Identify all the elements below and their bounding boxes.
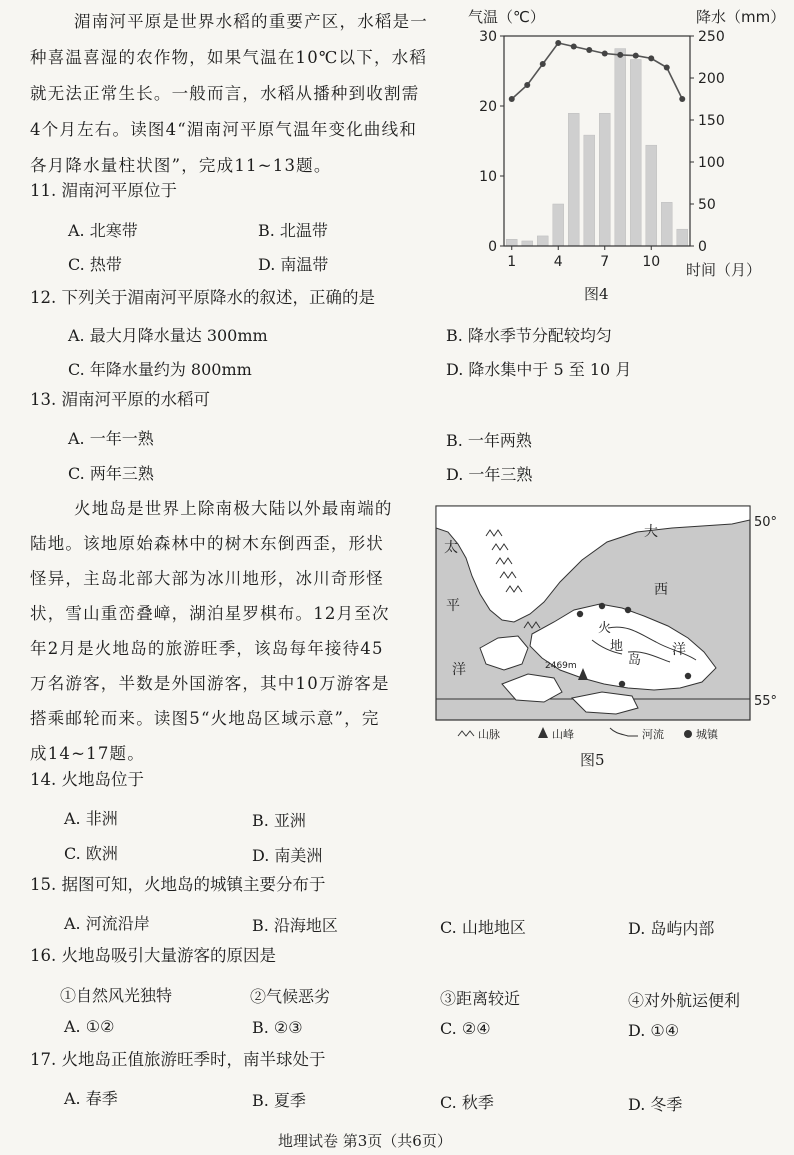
precipitation-bar xyxy=(553,204,564,246)
q11-option-a[interactable]: A. 北寒带 xyxy=(68,221,138,240)
legend-river-icon xyxy=(610,728,638,736)
q17-option-b[interactable]: B. 夏季 xyxy=(252,1091,306,1110)
temperature-point xyxy=(633,53,639,59)
temperature-point xyxy=(509,96,515,102)
precipitation-bar xyxy=(615,49,626,246)
left-axis-title: 气温（℃） xyxy=(468,8,545,26)
island-label-3: 岛 xyxy=(628,653,642,668)
legend-town-icon xyxy=(684,730,692,738)
intro-line: 各月降水量柱状图”，完成11~13题。 xyxy=(30,156,332,175)
temperature-point xyxy=(679,96,685,102)
atlantic-label-3: 洋 xyxy=(672,642,686,658)
x-tick-label: 7 xyxy=(600,254,610,270)
pacific-label-3: 洋 xyxy=(452,662,466,678)
right-axis-title: 降水（mm） xyxy=(696,8,786,26)
precipitation-bar xyxy=(537,236,548,246)
right-tick-label: 0 xyxy=(698,239,707,255)
legend-peak-label: 山峰 xyxy=(552,728,574,741)
q12-option-a[interactable]: A. 最大月降水量达 300mm xyxy=(68,326,268,345)
left-tick-label: 20 xyxy=(479,99,497,115)
q11-option-c[interactable]: C. 热带 xyxy=(68,255,122,274)
x-tick-label: 1 xyxy=(507,254,517,270)
page-footer: 地理试卷 第3页（共6页） xyxy=(278,1132,452,1150)
q13-option-d[interactable]: D. 一年三熟 xyxy=(446,465,533,484)
precipitation-bar xyxy=(661,202,672,246)
q16-statement-3: ③距离较近 xyxy=(440,989,521,1008)
figure-4-caption: 图4 xyxy=(584,285,609,303)
temperature-point xyxy=(555,40,561,46)
q17-stem: 17. 火地岛正值旅游旺季时，南半球处于 xyxy=(30,1050,326,1069)
precipitation-bar xyxy=(599,113,610,246)
q11-option-b[interactable]: B. 北温带 xyxy=(258,221,328,240)
intro-line: 怪异，主岛北部大部为冰川地形，冰川奇形怪 xyxy=(30,569,384,588)
q14-option-c[interactable]: C. 欧洲 xyxy=(64,844,118,863)
q13-option-b[interactable]: B. 一年两熟 xyxy=(446,431,532,450)
temperature-line xyxy=(512,43,683,99)
q16-option-a[interactable]: A. ①② xyxy=(64,1017,115,1036)
pacific-label-2: 平 xyxy=(446,598,460,614)
q16-statement-1: ①自然风光独特 xyxy=(60,986,173,1005)
intro-line: 搭乘邮轮而来。读图5“火地岛区域示意”，完 xyxy=(30,709,380,728)
temperature-point xyxy=(524,82,530,88)
precipitation-bar xyxy=(584,135,595,246)
temperature-point xyxy=(602,51,608,57)
intro-line: 成14~17题。 xyxy=(30,744,145,763)
right-tick-label: 50 xyxy=(698,197,716,213)
right-tick-label: 250 xyxy=(698,29,725,45)
q11-option-d[interactable]: D. 南温带 xyxy=(258,255,329,274)
intro-line: 种喜温喜湿的农作物，如果气温在10℃以下，水稻 xyxy=(30,48,428,67)
precipitation-bar xyxy=(506,239,517,246)
legend-mountain-label: 山脉 xyxy=(478,728,500,741)
tierra-del-fuego-map xyxy=(432,502,782,762)
intro-line: 状，雪山重峦叠嶂，湖泊星罗棋布。12月至次 xyxy=(30,604,390,623)
q16-option-d[interactable]: D. ①④ xyxy=(628,1021,680,1040)
q15-option-c[interactable]: C. 山地地区 xyxy=(440,918,526,937)
q13-option-a[interactable]: A. 一年一熟 xyxy=(68,429,154,448)
island-label-2: 地 xyxy=(610,639,624,654)
q16-statement-4: ④对外航运便利 xyxy=(628,991,741,1010)
temperature-point xyxy=(648,55,654,61)
left-tick-label: 10 xyxy=(479,169,497,185)
x-tick-label: 10 xyxy=(642,254,661,270)
pacific-label-1: 太 xyxy=(444,540,458,556)
q16-stem: 16. 火地岛吸引大量游客的原因是 xyxy=(30,946,276,965)
right-tick-label: 200 xyxy=(698,71,725,87)
precipitation-bar xyxy=(522,241,533,246)
q12-option-b[interactable]: B. 降水季节分配较均匀 xyxy=(446,326,612,345)
precipitation-bar xyxy=(630,60,641,246)
island-label-1: 火 xyxy=(598,621,612,636)
q17-option-d[interactable]: D. 冬季 xyxy=(628,1095,683,1114)
atlantic-label-1: 大 xyxy=(644,524,658,540)
intro-line: 火地岛是世界上除南极大陆以外最南端的 xyxy=(74,499,393,518)
legend-river-label: 河流 xyxy=(642,728,664,741)
q15-option-b[interactable]: B. 沿海地区 xyxy=(252,916,338,935)
intro-line: 4个月左右。读图4“湄南河平原气温年变化曲线和 xyxy=(30,120,418,139)
q15-stem: 15. 据图可知，火地岛的城镇主要分布于 xyxy=(30,875,326,894)
intro-line: 陆地。该地原始森林中的树木东倒西歪，形状 xyxy=(30,534,384,553)
legend-town-label: 城镇 xyxy=(696,728,718,741)
q17-option-c[interactable]: C. 秋季 xyxy=(440,1093,494,1112)
intro-line: 万名游客，半数是外国游客，其中10万游客是 xyxy=(30,674,390,693)
temperature-point xyxy=(540,61,546,67)
q13-stem: 13. 湄南河平原的水稻可 xyxy=(30,390,210,409)
map-legend xyxy=(458,727,719,741)
intro-line: 湄南河平原是世界水稻的重要产区，水稻是一 xyxy=(74,12,428,31)
q16-option-c[interactable]: C. ②④ xyxy=(440,1019,491,1038)
q14-stem: 14. 火地岛位于 xyxy=(30,770,144,789)
q17-option-a[interactable]: A. 春季 xyxy=(64,1089,118,1108)
intro-line: 就无法正常生长。一般而言，水稻从播种到收割需 xyxy=(30,84,420,103)
q12-option-d[interactable]: D. 降水集中于 5 至 10 月 xyxy=(446,360,632,379)
temperature-point xyxy=(586,47,592,53)
q12-stem: 12. 下列关于湄南河平原降水的叙述，正确的是 xyxy=(30,288,375,307)
left-tick-label: 30 xyxy=(479,29,497,45)
climate-chart xyxy=(468,4,786,294)
x-axis-title: 时间（月） xyxy=(686,261,762,279)
q14-option-a[interactable]: A. 非洲 xyxy=(64,809,118,828)
temperature-point xyxy=(664,65,670,71)
peak-elevation-label: 2469m xyxy=(545,661,577,671)
precipitation-bar xyxy=(646,145,657,246)
temperature-point xyxy=(617,52,623,58)
latitude-label-55: 55° xyxy=(754,694,778,709)
precipitation-bar xyxy=(568,113,579,246)
atlantic-label-2: 西 xyxy=(654,582,668,598)
left-tick-label: 0 xyxy=(488,239,497,255)
figure-5-caption: 图5 xyxy=(580,751,605,769)
q15-option-a[interactable]: A. 河流沿岸 xyxy=(64,914,150,933)
q14-option-d[interactable]: D. 南美洲 xyxy=(252,846,323,865)
q15-option-d[interactable]: D. 岛屿内部 xyxy=(628,919,715,938)
q16-option-b[interactable]: B. ②③ xyxy=(252,1018,303,1037)
latitude-label-50: 50° xyxy=(754,515,778,530)
intro-line: 年2月是火地岛的旅游旺季，该岛每年接待45 xyxy=(30,639,384,658)
right-tick-label: 100 xyxy=(698,155,725,171)
q16-statement-2: ②气候恶劣 xyxy=(250,987,331,1006)
q12-option-c[interactable]: C. 年降水量约为 800mm xyxy=(68,360,252,379)
x-tick-label: 4 xyxy=(553,254,563,270)
precipitation-bar xyxy=(677,229,688,246)
q14-option-b[interactable]: B. 亚洲 xyxy=(252,811,306,830)
legend-peak-icon xyxy=(538,727,548,738)
right-tick-label: 150 xyxy=(698,113,725,129)
q13-option-c[interactable]: C. 两年三熟 xyxy=(68,464,154,483)
q11-stem: 11. 湄南河平原位于 xyxy=(30,181,177,200)
legend-mountain-icon xyxy=(458,731,474,736)
temperature-point xyxy=(571,44,577,50)
